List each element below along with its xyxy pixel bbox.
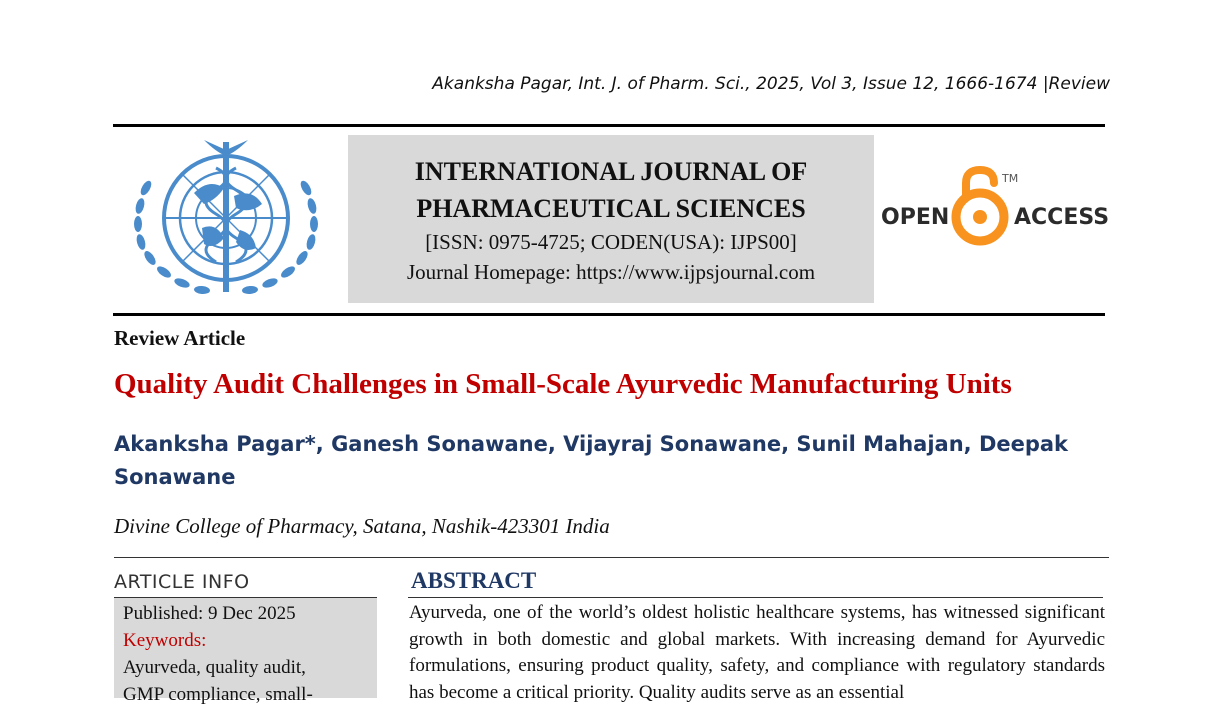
journal-issn: [ISSN: 0975-4725; CODEN(USA): IJPS00] (425, 230, 797, 254)
abstract-rule (408, 597, 1103, 598)
keywords-line: GMP compliance, small- (123, 684, 313, 705)
open-access-logo (880, 165, 1110, 255)
keywords-line: Ayurveda, quality audit, (123, 657, 306, 678)
author-list: Akanksha Pagar*, Ganesh Sonawane, Vijayraj Sonawane, Sunil Mahajan, Deepak Sonawane (114, 432, 1069, 489)
abstract-text: Ayurveda, one of the world’s oldest holistic healthcare systems, has witnessed significant growth in both domestic and global markets. With increasing demand for Ayurvedic formulations, ensuring product quality, safety, and compliance with regulatory standards has become a critical priority. Quality audits serve as an essential (409, 602, 1105, 703)
paper-title: Quality Audit Challenges in Small-Scale Ayurvedic Manufacturing Units (114, 368, 1012, 400)
open-access-tm: TM (1002, 172, 1019, 185)
header-rule-bottom (113, 313, 1105, 316)
open-access-open-text: OPEN (881, 205, 950, 230)
article-info-panel (114, 598, 377, 705)
article-type: Review Article (114, 326, 246, 350)
article-info-heading: ARTICLE INFO (114, 571, 250, 593)
published-date: Published: 9 Dec 2025 (123, 603, 296, 624)
affiliation: Divine College of Pharmacy, Satana, Nashik-423301 India (114, 514, 610, 538)
journal-banner (348, 135, 874, 303)
journal-homepage: Journal Homepage: https://www.ijpsjournal.com (406, 260, 816, 284)
running-head: Akanksha Pagar, Int. J. of Pharm. Sci., 2025, Vol 3, Issue 12, 1666-1674 |Review (432, 74, 1110, 94)
keywords-label: Keywords: (123, 630, 207, 651)
un-emblem-icon (124, 138, 328, 308)
open-access-lock-icon (956, 170, 1004, 241)
open-access-access-text: ACCESS (1014, 205, 1110, 230)
journal-title: INTERNATIONAL JOURNAL OF PHARMACEUTICAL SCIENCES (414, 157, 808, 223)
section-divider (114, 557, 1109, 558)
abstract-heading: ABSTRACT (411, 568, 537, 593)
header-rule-top (113, 124, 1105, 127)
